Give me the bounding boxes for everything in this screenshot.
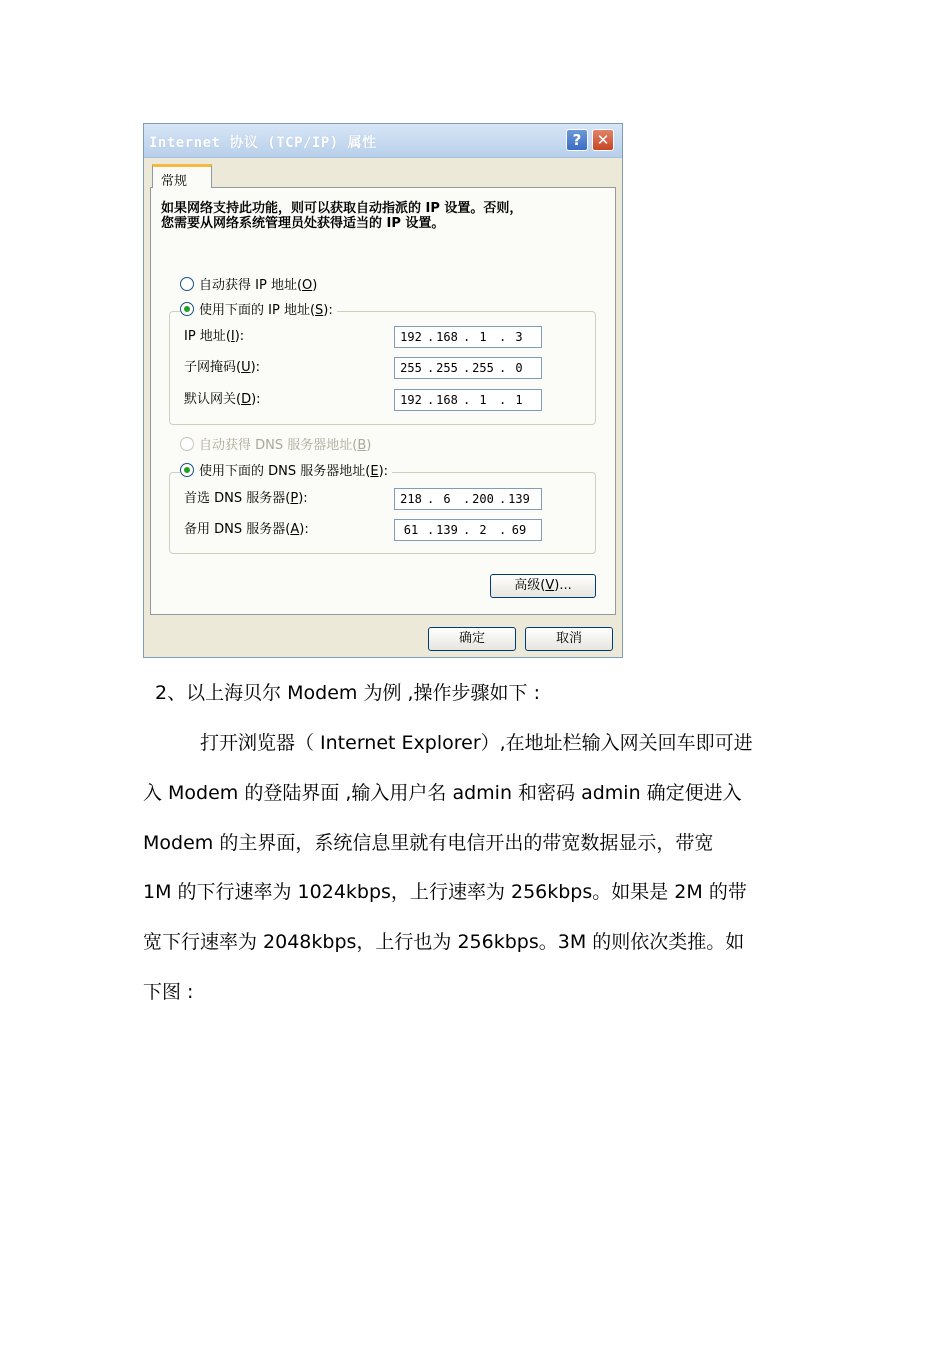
radio-manual-dns-circle[interactable] bbox=[180, 463, 194, 477]
alternate-dns-label: 备用 DNS 服务器(A): bbox=[184, 522, 309, 537]
paragraph-line-1: 2、以上海贝尔 Modem 为例 ,操作步骤如下 : bbox=[155, 682, 540, 704]
dns-server-group bbox=[169, 472, 596, 554]
ip-address-field[interactable]: 192 . 168 . 1 . 3 bbox=[394, 326, 542, 348]
tab-general[interactable]: 常规 bbox=[152, 164, 212, 188]
dialog-description bbox=[161, 201, 581, 231]
paragraph-line-4: Modem 的主界面，系统信息里就有电信开出的带宽数据显示，带宽 bbox=[143, 832, 714, 854]
description-line-2: 您需要从网络系统管理员处获得适当的 IP 设置。 bbox=[161, 216, 445, 231]
paragraph-line-2: 打开浏览器（ Internet Explorer）,在地址栏输入网关回车即可进 bbox=[200, 732, 753, 754]
help-icon[interactable]: ? bbox=[566, 129, 588, 151]
default-gateway-field[interactable]: 192 . 168 . 1 . 1 bbox=[394, 389, 542, 411]
radio-manual-dns[interactable]: 使用下面的 DNS 服务器地址(E): bbox=[180, 463, 392, 479]
radio-auto-ip[interactable]: 自动获得 IP 地址(O) bbox=[180, 277, 317, 293]
radio-manual-ip[interactable]: 使用下面的 IP 地址(S): bbox=[180, 302, 337, 318]
ok-button[interactable]: 确定 bbox=[428, 627, 516, 651]
close-icon[interactable]: ✕ bbox=[592, 129, 614, 151]
paragraph-line-5: 1M 的下行速率为 1024kbps，上行速率为 256kbps。如果是 2M 的带 bbox=[143, 881, 747, 903]
dialog-titlebar bbox=[144, 124, 622, 158]
preferred-dns-label: 首选 DNS 服务器(P): bbox=[184, 491, 308, 506]
paragraph-line-7: 下图 : bbox=[143, 981, 194, 1003]
ip-address-label: IP 地址(I): bbox=[184, 329, 245, 344]
cancel-button[interactable]: 取消 bbox=[525, 627, 613, 651]
advanced-button[interactable]: 高级(V)... bbox=[490, 574, 596, 598]
paragraph-line-3: 入 Modem 的登陆界面 ,输入用户名 admin 和密码 admin 确定便进入 bbox=[143, 782, 742, 804]
description-line-1: 如果网络支持此功能，则可以获取自动指派的 IP 设置。否则， bbox=[161, 201, 523, 216]
dialog-title: Internet 协议 (TCP/IP) 属性 bbox=[149, 135, 377, 151]
paragraph-line-6: 宽下行速率为 2048kbps，上行也为 256kbps。3M 的则依次类推。如 bbox=[143, 931, 745, 953]
radio-auto-dns-circle[interactable] bbox=[180, 437, 194, 451]
alternate-dns-field[interactable]: 61 . 139 . 2 . 69 bbox=[394, 519, 542, 541]
radio-manual-ip-circle[interactable] bbox=[180, 302, 194, 316]
radio-auto-dns[interactable]: 自动获得 DNS 服务器地址(B) bbox=[180, 437, 371, 453]
subnet-mask-field[interactable]: 255 . 255 . 255 . 0 bbox=[394, 357, 542, 379]
tcpip-properties-dialog bbox=[143, 123, 623, 658]
subnet-mask-label: 子网掩码(U): bbox=[184, 360, 261, 375]
preferred-dns-field[interactable]: 218 . 6 . 200 . 139 bbox=[394, 488, 542, 510]
default-gateway-label: 默认网关(D): bbox=[184, 392, 261, 407]
radio-auto-ip-circle[interactable] bbox=[180, 277, 194, 291]
